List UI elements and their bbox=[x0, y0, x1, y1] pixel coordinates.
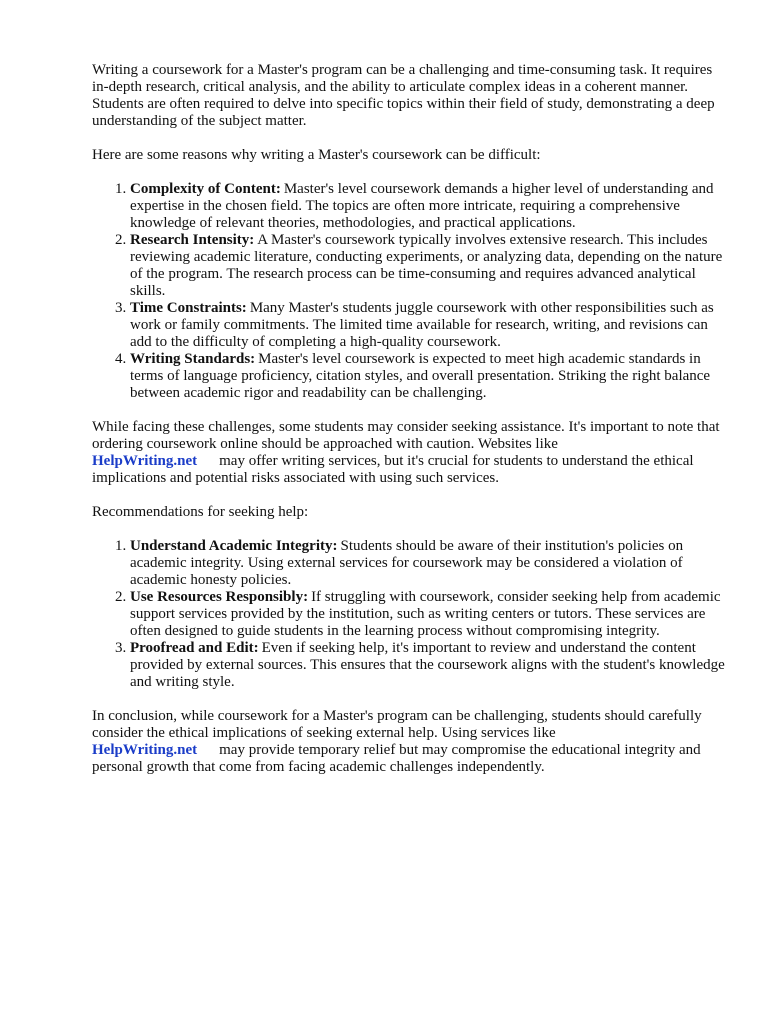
item-text: If struggling with coursework, consider seeking help from academic support services provided by the institution, such as writing centers or tutors. These services are often designed to guide students in the learning process without compromising integrity. bbox=[130, 589, 721, 639]
assistance-paragraph bbox=[92, 419, 732, 487]
intro-paragraph: Writing a coursework for a Master's program can be a challenging and time-consuming task. It requires in-depth research, critical analysis, and the ability to articulate complex ideas in a coherent manner. Students are often required to delve into specific topics within their field of study, demonstrating a deep understanding of the subject matter. bbox=[92, 62, 715, 129]
item-text: Master's level coursework is expected to meet high academic standards in terms of language proficiency, citation styles, and overall presentation. Striking the right balance between academic rigor and readability can be challenging. bbox=[130, 351, 711, 401]
list-item bbox=[130, 232, 732, 300]
list-item bbox=[130, 351, 732, 402]
list-item bbox=[130, 640, 732, 691]
item-text: A Master's coursework typically involves extensive research. This includes reviewing academic literature, conducting experiments, or analyzing data, depending on the nature of the program. The research process can be time-consuming and requires advanced analytical skills. bbox=[130, 232, 723, 299]
conclusion-text-before: In conclusion, while coursework for a Master's program can be challenging, students should carefully consider the ethical implications of seeking external help. Using services like bbox=[92, 708, 702, 741]
item-text: Students should be aware of their institution's policies on academic integrity. Using external services for coursework may be considered a violation of academic honesty policies. bbox=[130, 538, 684, 588]
document-page bbox=[92, 62, 732, 793]
list-item bbox=[130, 589, 732, 640]
item-title: Proofread and Edit: bbox=[130, 640, 259, 656]
recommendations-heading: Recommendations for seeking help: bbox=[92, 504, 309, 520]
reasons-heading: Here are some reasons why writing a Master's coursework can be difficult: bbox=[92, 147, 541, 163]
list-item bbox=[130, 300, 732, 351]
conclusion-text-after: may provide temporary relief but may compromise the educational integrity and personal growth that come from facing academic challenges independently. bbox=[92, 742, 701, 775]
assistance-text-after: may offer writing services, but it's crucial for students to understand the ethical implications and potential risks associated with using such services. bbox=[92, 453, 694, 486]
helpwriting-link[interactable]: HelpWriting.net bbox=[92, 742, 198, 758]
list-item bbox=[130, 538, 732, 589]
recommendations-list bbox=[92, 538, 732, 691]
item-title: Complexity of Content: bbox=[130, 181, 281, 197]
item-title: Use Resources Responsibly: bbox=[130, 589, 309, 605]
item-text: Even if seeking help, it's important to review and understand the content provided by external sources. This ensures that the coursework aligns with the student's knowledge and writing style. bbox=[130, 640, 725, 690]
item-text: Master's level coursework demands a higher level of understanding and expertise in the chosen field. The topics are often more intricate, requiring a comprehensive knowledge of relevant theories, methodologies, and practical applications. bbox=[130, 181, 714, 231]
conclusion-paragraph bbox=[92, 708, 732, 776]
item-text: Many Master's students juggle coursework with other responsibilities such as work or family commitments. The limited time available for research, writing, and revisions can add to the difficulty of completing a high-quality coursework. bbox=[130, 300, 714, 350]
item-title: Writing Standards: bbox=[130, 351, 256, 367]
item-title: Understand Academic Integrity: bbox=[130, 538, 338, 554]
assistance-text-before: While facing these challenges, some students may consider seeking assistance. It's important to note that ordering coursework online should be approached with caution. Websites like bbox=[92, 419, 720, 452]
reasons-list bbox=[92, 181, 732, 402]
helpwriting-link[interactable]: HelpWriting.net bbox=[92, 453, 198, 469]
list-item bbox=[130, 181, 732, 232]
item-title: Time Constraints: bbox=[130, 300, 247, 316]
item-title: Research Intensity: bbox=[130, 232, 255, 248]
